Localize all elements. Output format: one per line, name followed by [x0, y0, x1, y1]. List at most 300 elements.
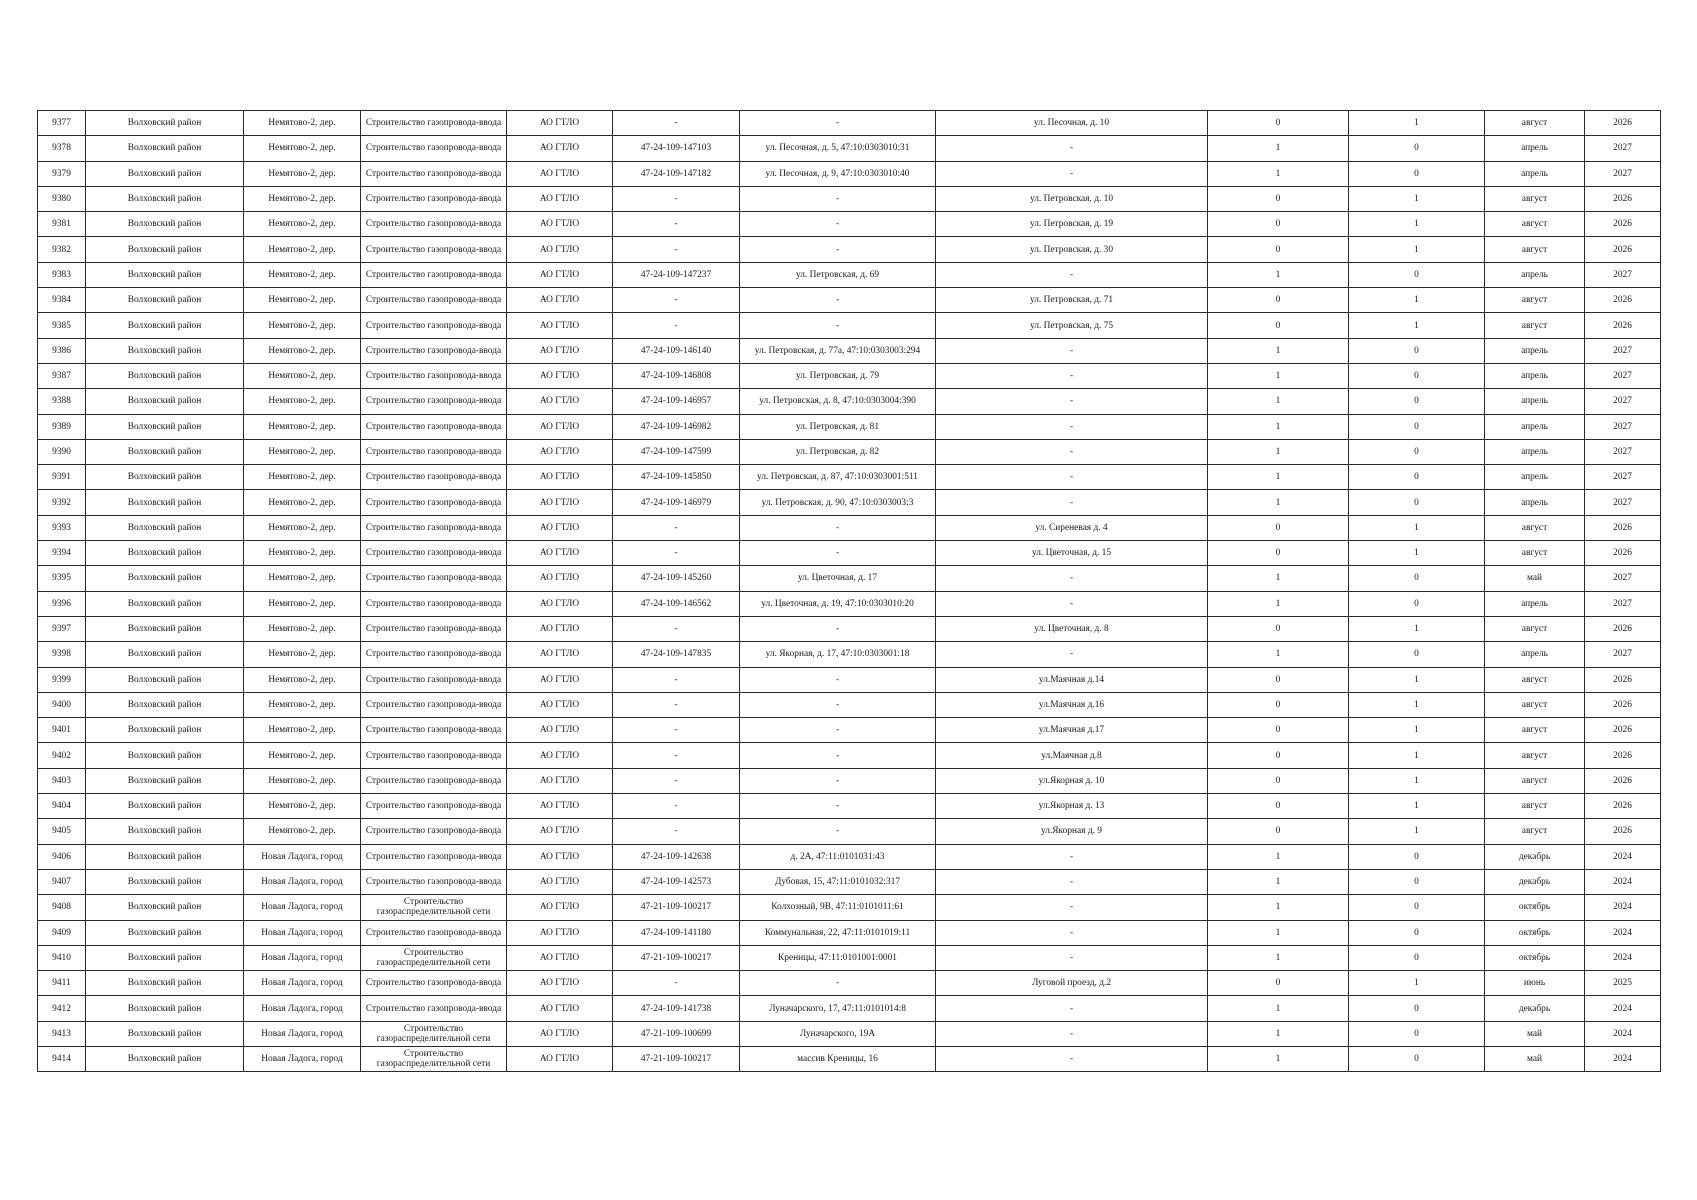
cell-count-b: 0: [1349, 920, 1485, 945]
cell-num: 9391: [38, 465, 86, 490]
cell-doc-number: 47-24-109-147599: [613, 439, 740, 464]
cell-count-b: 0: [1349, 363, 1485, 388]
cell-count-b: 1: [1349, 971, 1485, 996]
cell-org: АО ГТЛО: [507, 1046, 613, 1071]
cell-count-b: 1: [1349, 212, 1485, 237]
cell-year: 2026: [1585, 313, 1661, 338]
cell-address: ул. Песочная, д. 10: [936, 111, 1208, 136]
cell-org: АО ГТЛО: [507, 541, 613, 566]
cell-org: АО ГТЛО: [507, 313, 613, 338]
cell-work-type: Строительство газопровода-ввода: [361, 186, 507, 211]
cell-org: АО ГТЛО: [507, 288, 613, 313]
cell-address: ул.Маячная д.14: [936, 667, 1208, 692]
cell-settlement: Немятово-2, дер.: [244, 288, 361, 313]
cell-year: 2027: [1585, 363, 1661, 388]
cell-num: 9412: [38, 996, 86, 1021]
cell-settlement: Новая Ладога, город: [244, 920, 361, 945]
cell-org: АО ГТЛО: [507, 363, 613, 388]
cell-count-b: 1: [1349, 313, 1485, 338]
cell-work-type: Строительство газопровода-ввода: [361, 161, 507, 186]
cell-district: Волховский район: [86, 262, 244, 287]
cell-count-b: 0: [1349, 338, 1485, 363]
cell-num: 9406: [38, 844, 86, 869]
cell-doc-number: 47-24-109-141180: [613, 920, 740, 945]
cell-address: -: [936, 920, 1208, 945]
cell-doc-number: -: [613, 667, 740, 692]
cell-count-a: 1: [1208, 363, 1349, 388]
cell-count-a: 1: [1208, 338, 1349, 363]
cell-district: Волховский район: [86, 288, 244, 313]
cell-district: Волховский район: [86, 971, 244, 996]
cell-address-cadastral: Креницы, 47:11:0101001:0001: [740, 945, 936, 970]
cell-address-cadastral: -: [740, 692, 936, 717]
cell-month: апрель: [1485, 262, 1585, 287]
cell-district: Волховский район: [86, 920, 244, 945]
cell-org: АО ГТЛО: [507, 667, 613, 692]
cell-month: август: [1485, 718, 1585, 743]
cell-address-cadastral: Луначарского, 19А: [740, 1021, 936, 1046]
cell-count-a: 0: [1208, 212, 1349, 237]
cell-doc-number: -: [613, 692, 740, 717]
cell-address-cadastral: -: [740, 186, 936, 211]
cell-count-a: 0: [1208, 794, 1349, 819]
cell-month: август: [1485, 616, 1585, 641]
cell-address: ул. Цветочная, д. 15: [936, 541, 1208, 566]
cell-work-type: Строительство газораспределительной сети: [361, 1021, 507, 1046]
cell-num: 9379: [38, 161, 86, 186]
cell-num: 9410: [38, 945, 86, 970]
cell-count-a: 1: [1208, 490, 1349, 515]
cell-count-b: 1: [1349, 768, 1485, 793]
cell-org: АО ГТЛО: [507, 439, 613, 464]
cell-count-a: 0: [1208, 692, 1349, 717]
cell-doc-number: 47-24-109-141738: [613, 996, 740, 1021]
cell-count-a: 1: [1208, 895, 1349, 920]
cell-num: 9404: [38, 794, 86, 819]
cell-district: Волховский район: [86, 794, 244, 819]
cell-count-b: 0: [1349, 490, 1485, 515]
cell-work-type: Строительство газопровода-ввода: [361, 490, 507, 515]
cell-count-b: 1: [1349, 515, 1485, 540]
cell-num: 9414: [38, 1046, 86, 1071]
cell-num: 9402: [38, 743, 86, 768]
table-row: [38, 338, 1661, 363]
cell-doc-number: -: [613, 212, 740, 237]
cell-year: 2027: [1585, 338, 1661, 363]
cell-district: Волховский район: [86, 414, 244, 439]
cell-address-cadastral: -: [740, 515, 936, 540]
cell-settlement: Немятово-2, дер.: [244, 389, 361, 414]
cell-doc-number: 47-24-109-146979: [613, 490, 740, 515]
cell-count-a: 1: [1208, 945, 1349, 970]
cell-address-cadastral: ул. Якорная, д. 17, 47:10:0303001:18: [740, 642, 936, 667]
cell-address: -: [936, 1021, 1208, 1046]
cell-org: АО ГТЛО: [507, 161, 613, 186]
table-row: [38, 262, 1661, 287]
cell-org: АО ГТЛО: [507, 768, 613, 793]
cell-settlement: Немятово-2, дер.: [244, 768, 361, 793]
cell-district: Волховский район: [86, 667, 244, 692]
cell-address-cadastral: ул. Песочная, д. 5, 47:10:0303010:31: [740, 136, 936, 161]
cell-work-type: Строительство газопровода-ввода: [361, 389, 507, 414]
cell-month: декабрь: [1485, 869, 1585, 894]
table-row: [38, 692, 1661, 717]
cell-doc-number: 47-24-109-146957: [613, 389, 740, 414]
cell-work-type: Строительство газопровода-ввода: [361, 212, 507, 237]
table-row: [38, 794, 1661, 819]
cell-doc-number: -: [613, 794, 740, 819]
cell-address: -: [936, 1046, 1208, 1071]
cell-month: апрель: [1485, 591, 1585, 616]
cell-count-b: 1: [1349, 718, 1485, 743]
cell-address-cadastral: ул. Петровская, д. 90, 47:10:0303003:3: [740, 490, 936, 515]
cell-work-type: Строительство газопровода-ввода: [361, 439, 507, 464]
cell-num: 9378: [38, 136, 86, 161]
cell-work-type: Строительство газопровода-ввода: [361, 642, 507, 667]
cell-doc-number: -: [613, 541, 740, 566]
cell-settlement: Немятово-2, дер.: [244, 338, 361, 363]
cell-count-b: 0: [1349, 566, 1485, 591]
table-row: [38, 743, 1661, 768]
cell-district: Волховский район: [86, 1021, 244, 1046]
cell-address-cadastral: -: [740, 819, 936, 844]
cell-doc-number: 47-24-109-146140: [613, 338, 740, 363]
cell-month: август: [1485, 186, 1585, 211]
cell-count-a: 1: [1208, 844, 1349, 869]
cell-year: 2026: [1585, 212, 1661, 237]
cell-doc-number: -: [613, 718, 740, 743]
cell-count-b: 0: [1349, 389, 1485, 414]
cell-count-b: 1: [1349, 692, 1485, 717]
cell-address: -: [936, 161, 1208, 186]
cell-district: Волховский район: [86, 439, 244, 464]
cell-address: -: [936, 945, 1208, 970]
cell-year: 2026: [1585, 667, 1661, 692]
cell-month: декабрь: [1485, 844, 1585, 869]
cell-address: ул.Маячная д.8: [936, 743, 1208, 768]
cell-org: АО ГТЛО: [507, 212, 613, 237]
cell-month: октябрь: [1485, 920, 1585, 945]
cell-org: АО ГТЛО: [507, 465, 613, 490]
cell-count-a: 1: [1208, 1021, 1349, 1046]
cell-count-a: 0: [1208, 667, 1349, 692]
cell-month: апрель: [1485, 465, 1585, 490]
cell-settlement: Немятово-2, дер.: [244, 616, 361, 641]
cell-count-a: 1: [1208, 642, 1349, 667]
cell-month: август: [1485, 743, 1585, 768]
cell-count-a: 0: [1208, 743, 1349, 768]
table-row: [38, 313, 1661, 338]
cell-address: -: [936, 338, 1208, 363]
cell-year: 2026: [1585, 111, 1661, 136]
cell-count-b: 0: [1349, 895, 1485, 920]
cell-num: 9383: [38, 262, 86, 287]
cell-address: ул.Якорная д. 13: [936, 794, 1208, 819]
table-row: [38, 389, 1661, 414]
cell-org: АО ГТЛО: [507, 718, 613, 743]
cell-address: -: [936, 136, 1208, 161]
cell-month: апрель: [1485, 338, 1585, 363]
cell-address-cadastral: Луначарского, 17, 47:11:0101014:8: [740, 996, 936, 1021]
cell-address: -: [936, 642, 1208, 667]
cell-work-type: Строительство газопровода-ввода: [361, 288, 507, 313]
cell-district: Волховский район: [86, 566, 244, 591]
cell-num: 9386: [38, 338, 86, 363]
table-row: [38, 819, 1661, 844]
table-row: [38, 591, 1661, 616]
cell-year: 2027: [1585, 262, 1661, 287]
cell-count-b: 1: [1349, 541, 1485, 566]
cell-month: апрель: [1485, 161, 1585, 186]
cell-org: АО ГТЛО: [507, 414, 613, 439]
cell-district: Волховский район: [86, 161, 244, 186]
table-row: [38, 768, 1661, 793]
cell-org: АО ГТЛО: [507, 794, 613, 819]
cell-address: ул. Петровская, д. 71: [936, 288, 1208, 313]
cell-num: 9413: [38, 1021, 86, 1046]
cell-settlement: Новая Ладога, город: [244, 1021, 361, 1046]
cell-num: 9400: [38, 692, 86, 717]
cell-doc-number: -: [613, 288, 740, 313]
cell-month: октябрь: [1485, 945, 1585, 970]
cell-settlement: Немятово-2, дер.: [244, 161, 361, 186]
cell-address: -: [936, 566, 1208, 591]
cell-doc-number: -: [613, 111, 740, 136]
cell-num: 9399: [38, 667, 86, 692]
cell-doc-number: -: [613, 819, 740, 844]
table-row: [38, 616, 1661, 641]
cell-num: 9398: [38, 642, 86, 667]
cell-year: 2024: [1585, 844, 1661, 869]
cell-address: -: [936, 996, 1208, 1021]
cell-num: 9377: [38, 111, 86, 136]
cell-month: апрель: [1485, 363, 1585, 388]
cell-settlement: Немятово-2, дер.: [244, 718, 361, 743]
cell-count-b: 1: [1349, 743, 1485, 768]
cell-work-type: Строительство газопровода-ввода: [361, 971, 507, 996]
cell-month: август: [1485, 819, 1585, 844]
cell-district: Волховский район: [86, 515, 244, 540]
cell-address: ул.Маячная д.16: [936, 692, 1208, 717]
cell-settlement: Немятово-2, дер.: [244, 262, 361, 287]
cell-count-a: 1: [1208, 389, 1349, 414]
table-row: [38, 971, 1661, 996]
cell-address: -: [936, 439, 1208, 464]
cell-year: 2027: [1585, 490, 1661, 515]
cell-month: апрель: [1485, 136, 1585, 161]
cell-settlement: Новая Ладога, город: [244, 895, 361, 920]
cell-district: Волховский район: [86, 212, 244, 237]
cell-year: 2024: [1585, 920, 1661, 945]
cell-doc-number: -: [613, 768, 740, 793]
cell-settlement: Новая Ладога, город: [244, 996, 361, 1021]
cell-count-a: 0: [1208, 515, 1349, 540]
cell-address-cadastral: ул. Цветочная, д. 17: [740, 566, 936, 591]
cell-count-a: 0: [1208, 237, 1349, 262]
cell-address-cadastral: Коммунальная, 22, 47:11:0101019:11: [740, 920, 936, 945]
table-row: [38, 895, 1661, 920]
cell-doc-number: -: [613, 237, 740, 262]
cell-address: -: [936, 844, 1208, 869]
cell-num: 9382: [38, 237, 86, 262]
cell-doc-number: -: [613, 186, 740, 211]
cell-num: 9411: [38, 971, 86, 996]
cell-org: АО ГТЛО: [507, 819, 613, 844]
cell-doc-number: 47-24-109-146562: [613, 591, 740, 616]
cell-month: апрель: [1485, 439, 1585, 464]
cell-month: июнь: [1485, 971, 1585, 996]
cell-num: 9389: [38, 414, 86, 439]
cell-work-type: Строительство газопровода-ввода: [361, 541, 507, 566]
cell-address-cadastral: Колхозный, 9В, 47:11:0101011:61: [740, 895, 936, 920]
cell-count-b: 1: [1349, 237, 1485, 262]
table-row: [38, 237, 1661, 262]
cell-count-b: 1: [1349, 186, 1485, 211]
cell-work-type: Строительство газопровода-ввода: [361, 591, 507, 616]
cell-address: -: [936, 465, 1208, 490]
cell-address-cadastral: д. 2А, 47:11:0101031:43: [740, 844, 936, 869]
cell-count-b: 1: [1349, 616, 1485, 641]
cell-month: май: [1485, 1046, 1585, 1071]
cell-count-a: 1: [1208, 465, 1349, 490]
cell-doc-number: 47-24-109-146982: [613, 414, 740, 439]
cell-year: 2027: [1585, 566, 1661, 591]
table-row: [38, 667, 1661, 692]
cell-work-type: Строительство газопровода-ввода: [361, 262, 507, 287]
cell-year: 2027: [1585, 465, 1661, 490]
cell-address-cadastral: -: [740, 743, 936, 768]
cell-year: 2027: [1585, 591, 1661, 616]
cell-org: АО ГТЛО: [507, 895, 613, 920]
cell-work-type: Строительство газораспределительной сети: [361, 945, 507, 970]
cell-org: АО ГТЛО: [507, 996, 613, 1021]
cell-count-b: 0: [1349, 996, 1485, 1021]
cell-work-type: Строительство газопровода-ввода: [361, 794, 507, 819]
table-row: [38, 541, 1661, 566]
cell-count-a: 1: [1208, 591, 1349, 616]
cell-address: ул.Маячная д.17: [936, 718, 1208, 743]
cell-num: 9384: [38, 288, 86, 313]
cell-count-a: 0: [1208, 313, 1349, 338]
table-row: [38, 844, 1661, 869]
cell-month: август: [1485, 313, 1585, 338]
table-row: [38, 490, 1661, 515]
cell-num: 9401: [38, 718, 86, 743]
cell-settlement: Немятово-2, дер.: [244, 212, 361, 237]
cell-num: 9393: [38, 515, 86, 540]
cell-year: 2024: [1585, 1021, 1661, 1046]
cell-address: ул.Якорная д. 10: [936, 768, 1208, 793]
cell-year: 2026: [1585, 819, 1661, 844]
cell-settlement: Немятово-2, дер.: [244, 237, 361, 262]
cell-settlement: Немятово-2, дер.: [244, 465, 361, 490]
cell-org: АО ГТЛО: [507, 490, 613, 515]
cell-count-a: 1: [1208, 996, 1349, 1021]
cell-count-a: 0: [1208, 971, 1349, 996]
cell-count-a: 0: [1208, 186, 1349, 211]
table-row: [38, 920, 1661, 945]
cell-settlement: Немятово-2, дер.: [244, 692, 361, 717]
cell-district: Волховский район: [86, 111, 244, 136]
cell-doc-number: 47-21-109-100699: [613, 1021, 740, 1046]
cell-org: АО ГТЛО: [507, 237, 613, 262]
cell-district: Волховский район: [86, 945, 244, 970]
cell-num: 9405: [38, 819, 86, 844]
cell-district: Волховский район: [86, 616, 244, 641]
cell-num: 9409: [38, 920, 86, 945]
cell-address-cadastral: -: [740, 541, 936, 566]
cell-address-cadastral: -: [740, 616, 936, 641]
cell-count-b: 0: [1349, 414, 1485, 439]
cell-num: 9407: [38, 869, 86, 894]
cell-num: 9396: [38, 591, 86, 616]
table-row: [38, 1021, 1661, 1046]
cell-doc-number: 47-21-109-100217: [613, 945, 740, 970]
cell-work-type: Строительство газопровода-ввода: [361, 667, 507, 692]
cell-org: АО ГТЛО: [507, 642, 613, 667]
table-row: [38, 136, 1661, 161]
cell-district: Волховский район: [86, 743, 244, 768]
cell-month: апрель: [1485, 642, 1585, 667]
cell-address-cadastral: -: [740, 971, 936, 996]
cell-doc-number: 47-24-109-147237: [613, 262, 740, 287]
cell-org: АО ГТЛО: [507, 591, 613, 616]
cell-settlement: Немятово-2, дер.: [244, 566, 361, 591]
cell-count-a: 0: [1208, 616, 1349, 641]
table-row: [38, 945, 1661, 970]
cell-address-cadastral: -: [740, 111, 936, 136]
cell-address-cadastral: -: [740, 288, 936, 313]
cell-settlement: Немятово-2, дер.: [244, 414, 361, 439]
table-row: [38, 212, 1661, 237]
cell-org: АО ГТЛО: [507, 111, 613, 136]
cell-org: АО ГТЛО: [507, 515, 613, 540]
cell-month: август: [1485, 515, 1585, 540]
cell-org: АО ГТЛО: [507, 616, 613, 641]
cell-district: Волховский район: [86, 237, 244, 262]
cell-num: 9385: [38, 313, 86, 338]
cell-count-a: 1: [1208, 161, 1349, 186]
cell-address-cadastral: -: [740, 718, 936, 743]
table-row: [38, 718, 1661, 743]
cell-year: 2026: [1585, 794, 1661, 819]
cell-num: 9408: [38, 895, 86, 920]
cell-count-b: 1: [1349, 667, 1485, 692]
cell-address: ул. Сиреневая д. 4: [936, 515, 1208, 540]
cell-work-type: Строительство газопровода-ввода: [361, 363, 507, 388]
cell-year: 2024: [1585, 895, 1661, 920]
cell-year: 2025: [1585, 971, 1661, 996]
cell-year: 2026: [1585, 616, 1661, 641]
cell-district: Волховский район: [86, 718, 244, 743]
cell-org: АО ГТЛО: [507, 1021, 613, 1046]
cell-doc-number: 47-24-109-146808: [613, 363, 740, 388]
table-row: [38, 439, 1661, 464]
cell-work-type: Строительство газопровода-ввода: [361, 566, 507, 591]
cell-count-a: 1: [1208, 262, 1349, 287]
table-row: [38, 111, 1661, 136]
cell-settlement: Немятово-2, дер.: [244, 794, 361, 819]
cell-doc-number: -: [613, 515, 740, 540]
cell-district: Волховский район: [86, 642, 244, 667]
cell-address-cadastral: -: [740, 212, 936, 237]
cell-org: АО ГТЛО: [507, 566, 613, 591]
cell-work-type: Строительство газопровода-ввода: [361, 743, 507, 768]
cell-year: 2026: [1585, 237, 1661, 262]
cell-year: 2026: [1585, 515, 1661, 540]
cell-address: -: [936, 262, 1208, 287]
cell-work-type: Строительство газопровода-ввода: [361, 869, 507, 894]
